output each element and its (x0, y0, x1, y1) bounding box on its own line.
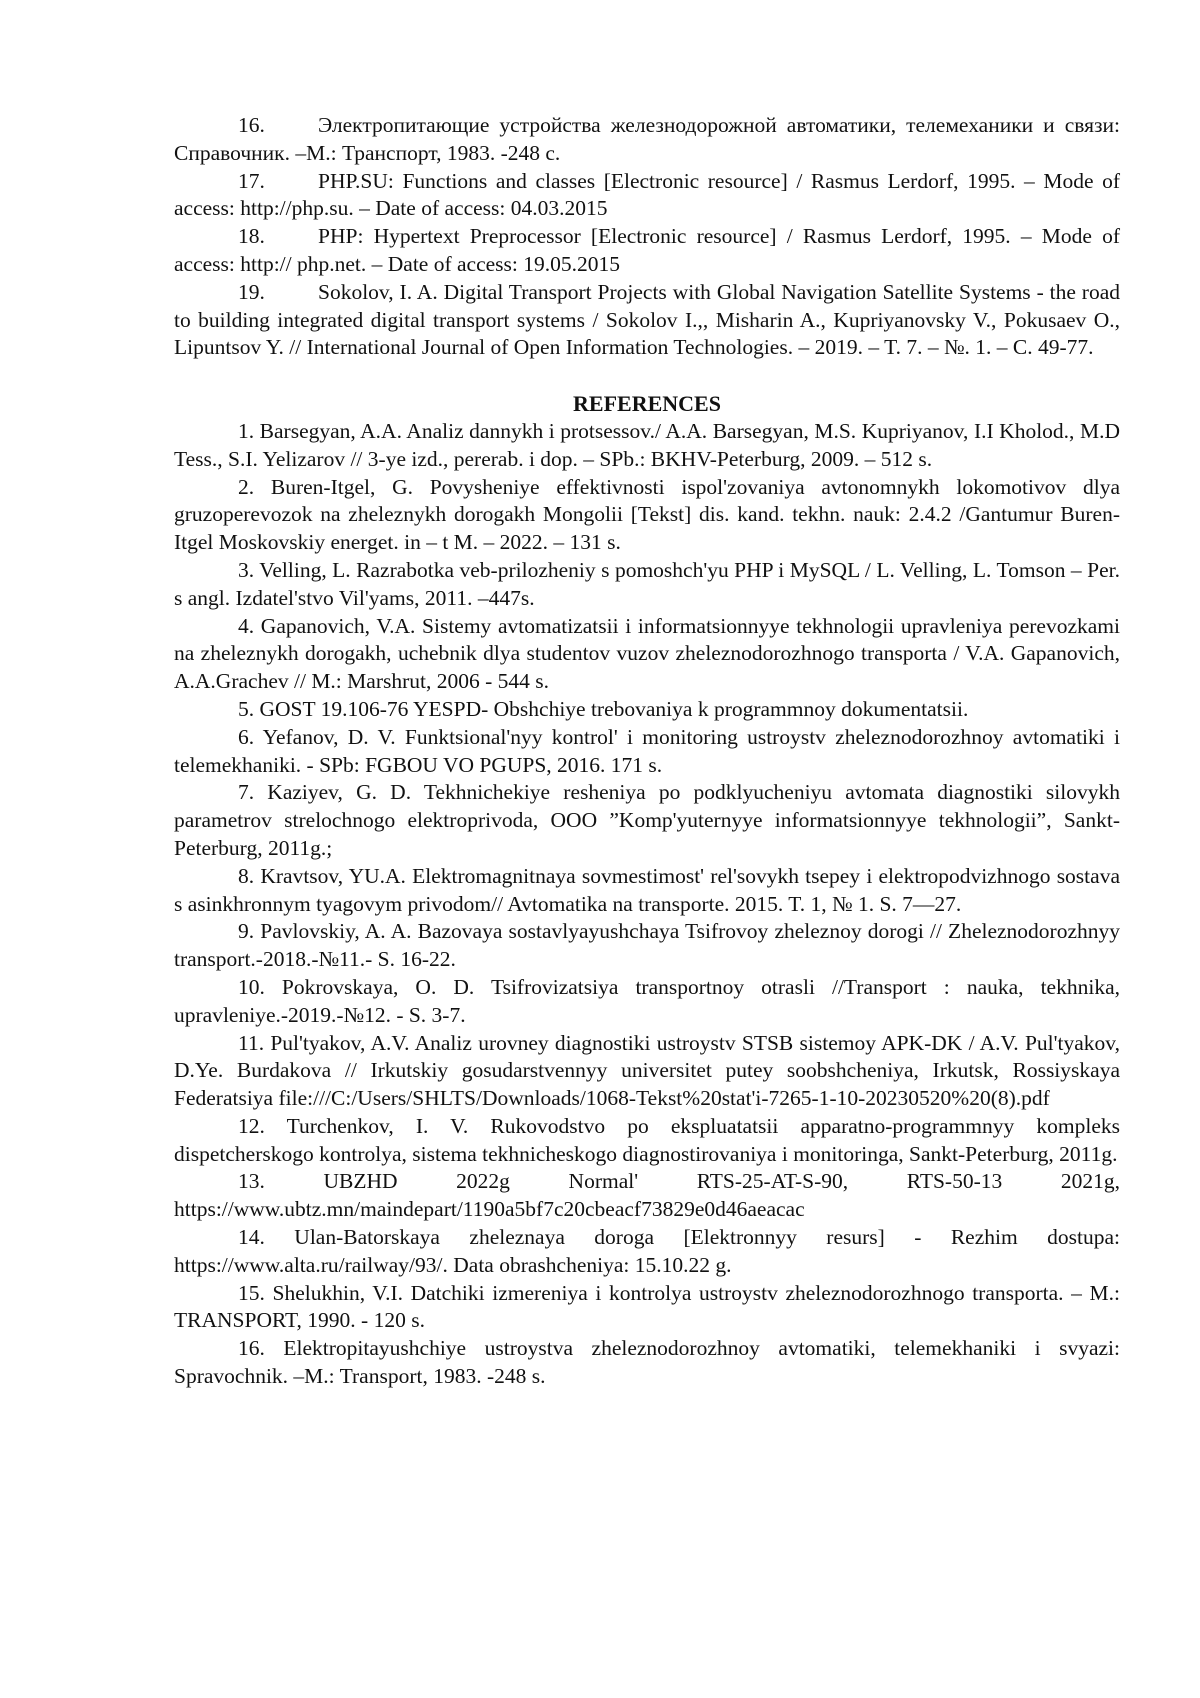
list-item (174, 279, 1120, 362)
list-item (174, 112, 1120, 168)
references-list (174, 418, 1120, 1391)
reference-item: 15. Shelukhin, V.I. Datchiki izmereniya i kontrolya ustroystv zheleznodorozhnogo transporta. – M.: TRANSPORT, 1990. - 120 s. (174, 1280, 1120, 1333)
item-number: 18. (238, 224, 265, 249)
reference-item: 13. UBZHD 2022g Normal' RTS-25-AT-S-90, RTS-50-13 2021g, https://www.ubtz.mn/maindepart/1190a5bf7c20cbeacf73829e0d46aeacac (174, 1169, 1120, 1222)
item-number: 16. (238, 113, 265, 137)
reference-item: 11. Pul'tyakov, A.V. Analiz urovney diagnostiki ustroystv STSB sistemoy APK-DK / A.V. Pul'tyakov, D.Ye. Burdakova // Irkutskiy gosudarstvennyy universitet putey soobshcheniya, Irkutsk, Rossiyskaya Federatsiya file:///C:/Users/SHLTS/Downloads/1068-Tekst%20stat'i-7265-1-10-20230520%20(8).pdf (174, 1030, 1120, 1111)
references-heading: REFERENCES (573, 391, 721, 417)
item-text: Электропитающие устройства железнодорожной автоматики, телемеханики и связи: Справочник. –М.: Транспорт, 1983. -248 с. (174, 113, 1120, 165)
item-text: PHP: Hypertext Preprocessor [Electronic resource] / Rasmus Lerdorf, 1995. – Mode of access: http:// php.net. – Date of access: 19.05.2015 (174, 224, 1120, 276)
reference-item: 1. Barsegyan, A.A. Analiz dannykh i protsessov./ A.A. Barsegyan, M.S. Kupriyanov, I.I Kholod., M.D Tess., S.I. Yelizarov // 3-ye izd., pererab. i dop. – SPb.: BKHV-Peterburg, 2009. – 512 s. (174, 418, 1120, 471)
reference-item: 7. Kaziyev, G. D. Tekhnichekiye resheniya po podklyucheniyu avtomata diagnostiki silovykh parametrov strelochnogo elektroprivoda, OOO ”Komp'yuternyye informatsionnyye tekhnologii”, Sankt-Peterburg, 2011g.; (174, 780, 1120, 860)
reference-item: 3. Velling, L. Razrabotka veb-prilozheniy s pomoshch'yu PHP i MySQL / L. Velling, L. Tomson – Per. s angl. Izdatel'stvo Vil'yams, 2011. –447s. (174, 557, 1120, 610)
reference-item: 10. Pokrovskaya, O. D. Tsifrovizatsiya transportnoy otrasli //Transport : nauka, tekhnika, upravleniye.-2019.-№12. - S. 3-7. (174, 974, 1120, 1027)
reference-item: 5. GOST 19.106-76 YESPD- Obshchiye trebovaniya k programmnoy dokumentatsii. (238, 696, 969, 721)
list-item (174, 168, 1120, 224)
item-number: 17. (238, 168, 265, 193)
reference-item: 2. Buren-Itgel, G. Povysheniye effektivnosti ispol'zovaniya avtonomnykh lokomotivov dlya gruzoperevozok na zheleznykh dorogakh Mongolii [Tekst] dis. kand. tekhn. nauk: 2.4.2 /Gantumur Buren-Itgel Moskovskiy energet. in – t M. – 2022. – 131 s. (174, 474, 1120, 555)
reference-item: 9. Pavlovskiy, A. A. Bazovaya sostavlyayushchaya Tsifrovoy zheleznoy dorogi // Zheleznodorozhnyy transport.-2018.-№11.- S. 16-22. (174, 919, 1120, 972)
list-item (174, 223, 1120, 279)
reference-item: 12. Turchenkov, I. V. Rukovodstvo po ekspluatatsii apparatno-programmnyy kompleks dispetcherskogo kontrolya, sistema tekhnicheskogo diagnostirovaniya i monitoringa, Sankt-Peterburg, 2011g. (174, 1113, 1120, 1166)
reference-item: 4. Gapanovich, V.A. Sistemy avtomatizatsii i informatsionnyye tekhnologii upravleniya perevozkami na zheleznykh dorogakh, uchebnik dlya studentov vuzov zheleznodorozhnogo transporta / V.A. Gapanovich, A.A.Grachev // M.: Marshrut, 2006 - 544 s. (174, 613, 1120, 694)
reference-item: 6. Yefanov, D. V. Funktsional'nyy kontrol' i monitoring ustroystv zheleznodorozhnoy avtomatiki i telemekhaniki. - SPb: FGBOU VO PGUPS, 2016. 171 s. (174, 724, 1120, 777)
document-page (174, 112, 1120, 1391)
item-text: Sokolov, I. A. Digital Transport Projects with Global Navigation Satellite Systems - the road to building integrated digital transport systems / Sokolov I.,, Misharin A., Kupriyanovsky V., Pokusaev O., Lipuntsov Y. // International Journal of Open Information Technologies. – 2019. – T. 7. – №. 1. – C. 49-77. (174, 279, 1120, 360)
item-text: PHP.SU: Functions and classes [Electronic resource] / Rasmus Lerdorf, 1995. – Mode of access: http://php.su. – Date of access: 04.03.2015 (174, 168, 1120, 221)
item-number: 19. (238, 279, 265, 304)
reference-item: 8. Kravtsov, YU.A. Elektromagnitnaya sovmestimost' rel'sovykh tsepey i elektropodvizhnogo sostava s asinkhronnym tyagovym privodom// Avtomatika na transporte. 2015. T. 1, № 1. S. 7—27. (174, 863, 1120, 916)
reference-item: 14. Ulan-Batorskaya zheleznaya doroga [Elektronnyy resurs] - Rezhim dostupa: https://www.alta.ru/railway/93/. Data obrashcheniya: 15.10.22 g. (174, 1225, 1120, 1277)
reference-item: 16. Elektropitayushchiye ustroystva zheleznodorozhnoy avtomatiki, telemekhaniki i svyazi: Spravochnik. –M.: Transport, 1983. -248 s. (174, 1336, 1120, 1389)
continued-reference-list (174, 112, 1120, 362)
